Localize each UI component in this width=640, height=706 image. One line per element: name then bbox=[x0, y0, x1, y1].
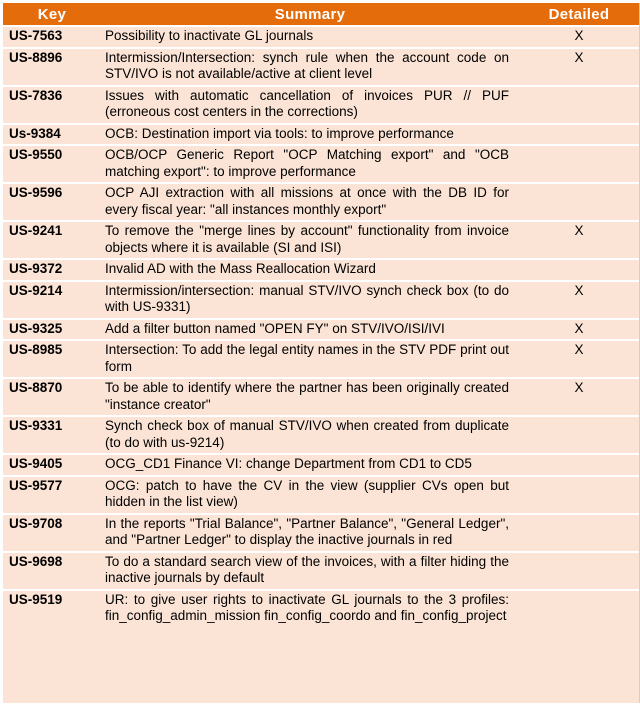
row-summary: Intersection: To add the legal entity names in the STV PDF print out form bbox=[105, 342, 509, 374]
row-detailed bbox=[519, 416, 639, 454]
user-stories-table-sheet bbox=[3, 3, 640, 703]
row-key: US-9405 bbox=[9, 456, 63, 471]
row-detailed: X bbox=[574, 342, 584, 357]
row-summary: To do a standard search view of the invoices, with a filter hiding the inactive journals by default bbox=[105, 553, 509, 585]
table-row bbox=[3, 86, 639, 124]
table-row bbox=[3, 124, 639, 146]
row-summary: In the reports "Trial Balance", "Partner Balance", "General Ledger", and "Partner Ledger" to display the inactive journals in red bbox=[105, 515, 509, 547]
table-row bbox=[3, 221, 639, 259]
row-summary: OCG_CD1 Finance VI: change Department from CD1 to CD5 bbox=[105, 456, 472, 471]
table-row bbox=[3, 145, 639, 183]
header-row bbox=[3, 3, 639, 26]
row-detailed bbox=[519, 124, 639, 146]
row-summary: UR: to give user rights to inactivate GL journals to the 3 profiles: fin_config_admin_mission fin_config_coordo and fin_config_project bbox=[105, 591, 509, 623]
row-detailed bbox=[519, 145, 639, 183]
row-detailed: X bbox=[574, 320, 584, 336]
header-key: Key bbox=[3, 3, 101, 26]
row-detailed: X bbox=[574, 380, 584, 395]
table-row bbox=[3, 281, 639, 319]
row-summary: Synch check box of manual STV/IVO when created from duplicate (to do with us-9214) bbox=[105, 418, 509, 450]
row-key: US-9372 bbox=[9, 261, 63, 276]
row-key: US-9241 bbox=[9, 223, 63, 238]
row-detailed bbox=[519, 552, 639, 590]
row-summary: To be able to identify where the partner has been originally created "instance creator" bbox=[105, 380, 509, 412]
row-detailed bbox=[519, 183, 639, 221]
row-key: Us-9384 bbox=[9, 125, 61, 141]
row-key: US-9550 bbox=[9, 147, 63, 162]
table-row bbox=[3, 552, 639, 590]
table-row bbox=[3, 48, 639, 86]
table-row bbox=[3, 476, 639, 514]
row-key: US-9214 bbox=[9, 282, 63, 298]
row-key: US-9698 bbox=[9, 553, 63, 569]
row-key: US-9577 bbox=[9, 477, 63, 493]
table-row bbox=[3, 454, 639, 476]
row-key: US-8985 bbox=[9, 342, 63, 357]
table-row bbox=[3, 514, 639, 552]
row-key: US-8870 bbox=[9, 380, 63, 395]
row-key: US-7563 bbox=[9, 28, 63, 43]
row-detailed bbox=[519, 259, 639, 281]
row-summary: OCG: patch to have the CV in the view (supplier CVs open but hidden in the list view) bbox=[105, 477, 509, 509]
row-key: US-7836 bbox=[9, 87, 63, 103]
row-detailed bbox=[519, 514, 639, 552]
table-row bbox=[3, 416, 639, 454]
row-summary: OCB/OCP Generic Report "OCP Matching export" and "OCB matching export": to improve performance bbox=[105, 147, 509, 179]
row-summary: OCB: Destination import via tools: to improve performance bbox=[105, 125, 454, 141]
row-detailed bbox=[519, 454, 639, 476]
table-row bbox=[3, 590, 639, 627]
row-detailed bbox=[519, 590, 639, 627]
row-summary: Invalid AD with the Mass Reallocation Wizard bbox=[105, 261, 376, 276]
row-summary: To remove the "merge lines by account" functionality from invoice objects where it is available (SI and ISI) bbox=[105, 223, 509, 255]
row-detailed: X bbox=[574, 28, 584, 43]
user-stories-table bbox=[3, 3, 639, 627]
table-row bbox=[3, 319, 639, 341]
row-key: US-8896 bbox=[9, 49, 63, 65]
row-detailed: X bbox=[574, 49, 584, 65]
table-row bbox=[3, 259, 639, 281]
table-row bbox=[3, 26, 639, 48]
row-summary: Issues with automatic cancellation of invoices PUR // PUF (erroneous cost centers in the corrections) bbox=[105, 87, 509, 119]
row-summary: Intermission/intersection: manual STV/IVO synch check box (to do with US-9331) bbox=[105, 282, 509, 314]
row-summary: OCP AJI extraction with all missions at once with the DB ID for every fiscal year: "all instances monthly export" bbox=[105, 185, 509, 217]
row-key: US-9708 bbox=[9, 515, 63, 531]
row-key: US-9519 bbox=[9, 591, 63, 607]
row-key: US-9325 bbox=[9, 320, 63, 336]
row-key: US-9331 bbox=[9, 418, 63, 433]
row-detailed bbox=[519, 476, 639, 514]
row-detailed: X bbox=[574, 282, 584, 298]
table-row bbox=[3, 183, 639, 221]
row-detailed bbox=[519, 86, 639, 124]
row-key: US-9596 bbox=[9, 185, 63, 200]
table-row bbox=[3, 378, 639, 416]
table-row bbox=[3, 340, 639, 378]
header-detailed: Detailed bbox=[519, 3, 639, 26]
row-summary: Intermission/Intersection: synch rule when the account code on STV/IVO is not available/active at client level bbox=[105, 49, 509, 81]
header-summary: Summary bbox=[101, 3, 519, 26]
row-detailed: X bbox=[574, 223, 584, 238]
row-summary: Possibility to inactivate GL journals bbox=[105, 28, 314, 43]
row-summary: Add a filter button named "OPEN FY" on STV/IVO/ISI/IVI bbox=[105, 320, 445, 336]
